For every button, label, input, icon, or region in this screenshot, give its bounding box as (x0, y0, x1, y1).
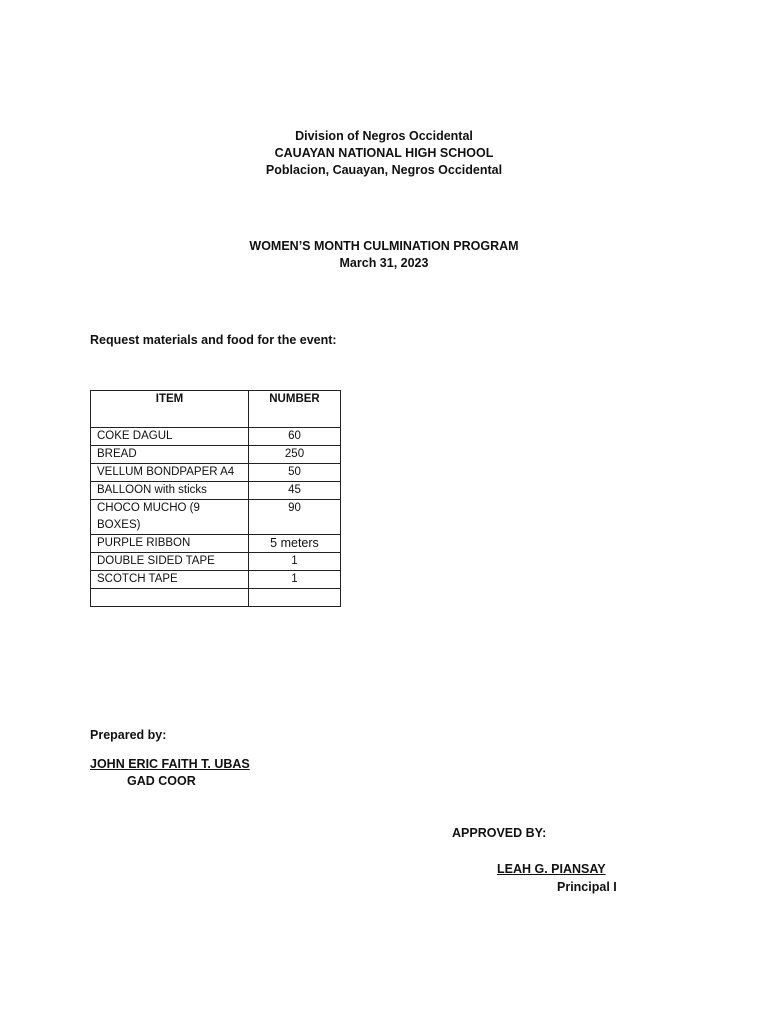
number-cell: 60 (249, 428, 341, 446)
program-title: WOMEN’S MONTH CULMINATION PROGRAM (249, 239, 519, 253)
prepared-by-label: Prepared by: (90, 728, 167, 742)
item-cell: VELLUM BONDPAPER A4 (91, 464, 249, 482)
number-cell: 250 (249, 446, 341, 464)
approved-by-name: LEAH G. PIANSAY (497, 862, 606, 876)
table-row (91, 446, 341, 464)
program-date: March 31, 2023 (339, 256, 429, 270)
item-cell: PURPLE RIBBON (91, 535, 249, 553)
item-cell: BREAD (91, 446, 249, 464)
table-row (91, 553, 341, 571)
table-row (91, 464, 341, 482)
number-cell (249, 589, 341, 607)
table-header-row (91, 391, 341, 428)
school-address: Poblacion, Cauayan, Negros Occidental (265, 163, 503, 177)
approved-by-position: Principal I (557, 880, 617, 894)
item-cell: BALLOON with sticks (91, 482, 249, 500)
table-row (91, 500, 341, 535)
program-heading (0, 238, 768, 272)
item-cell: DOUBLE SIDED TAPE (91, 553, 249, 571)
header-number: NUMBER (249, 391, 341, 428)
header-item: ITEM (91, 391, 249, 428)
item-cell: SCOTCH TAPE (91, 571, 249, 589)
materials-table (90, 390, 341, 607)
table-row (91, 589, 341, 607)
school-name: CAUAYAN NATIONAL HIGH SCHOOL (274, 146, 494, 160)
number-cell: 1 (249, 571, 341, 589)
table-row (91, 535, 341, 553)
table-row (91, 428, 341, 446)
item-cell (91, 589, 249, 607)
prepared-by-position: GAD COOR (127, 774, 196, 788)
number-cell: 5 meters (249, 535, 341, 553)
school-header (0, 128, 768, 179)
prepared-by-name: JOHN ERIC FAITH T. UBAS (90, 757, 250, 771)
table-row (91, 482, 341, 500)
number-cell: 50 (249, 464, 341, 482)
table-row (91, 571, 341, 589)
request-text: Request materials and food for the event: (90, 333, 337, 347)
number-cell: 1 (249, 553, 341, 571)
number-cell: 90 (249, 500, 341, 535)
division-line: Division of Negros Occidental (295, 129, 473, 143)
item-cell: COKE DAGUL (91, 428, 249, 446)
number-cell: 45 (249, 482, 341, 500)
approved-by-label: APPROVED BY: (452, 826, 547, 840)
item-cell: CHOCO MUCHO (9 BOXES) (91, 500, 249, 535)
